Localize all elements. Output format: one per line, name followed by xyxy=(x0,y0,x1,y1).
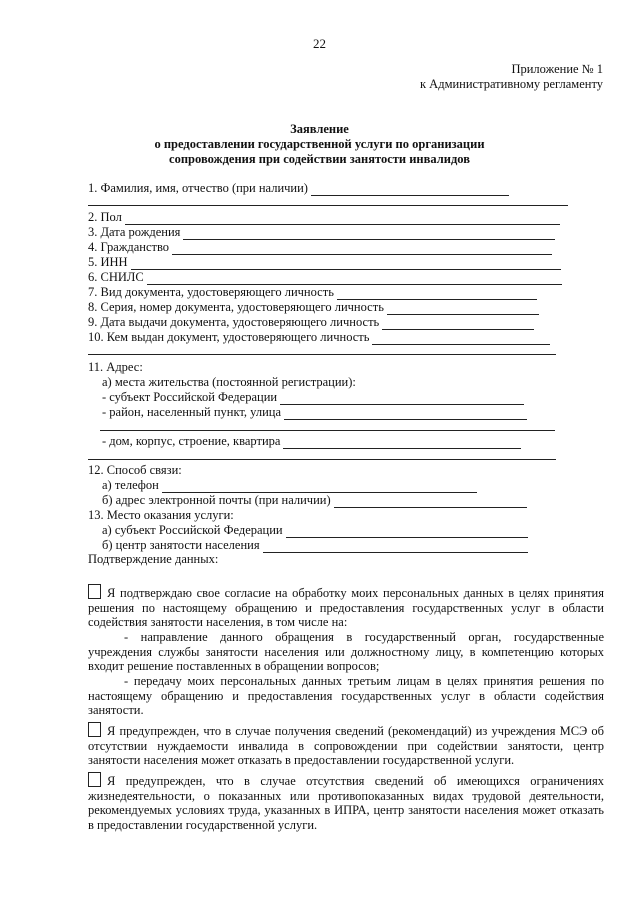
warning-mse-checkbox[interactable] xyxy=(88,722,101,737)
id-issued-by-input-line[interactable] xyxy=(372,333,550,345)
annex-line-1: Приложение № 1 xyxy=(511,62,603,76)
field-snils xyxy=(88,270,562,285)
warning-mse-text: Я предупрежден, что в случае получения сведений (рекомендаций) из учреждения МСЭ об отсутствии нуждаемости инвалида в сопровождении при содействии занятости, центр занятости населения может отказать в предоставлении государственной услуги. xyxy=(88,724,604,768)
contact-heading xyxy=(88,463,182,478)
address-district-input-line[interactable] xyxy=(284,408,527,420)
page-number: 22 xyxy=(313,36,326,51)
field-birth-date xyxy=(88,225,555,240)
inn-input-line[interactable] xyxy=(131,258,561,270)
address-district-label: - район, населенный пункт, улица xyxy=(102,405,282,419)
field-id-issue-date-label: 9. Дата выдачи документа, удостоверяющего личность xyxy=(88,315,380,329)
field-birth-date-label: 3. Дата рождения xyxy=(88,225,181,239)
employment-center-input-line[interactable] xyxy=(263,541,528,553)
service-place-subject xyxy=(88,523,528,538)
phone-input-line[interactable] xyxy=(162,481,477,493)
address-house xyxy=(88,434,521,449)
address-subject-label: - субъект Российской Федерации xyxy=(102,390,278,404)
field-full-name xyxy=(88,181,509,196)
consent-item-2: - передачу моих персональных данных третьим лицам в целях принятия решения по настоящему обращению и предоставления государственных услуг в области содействия занятости. xyxy=(88,674,604,718)
confirmation-heading-text: Подтверждение данных: xyxy=(88,552,219,566)
contact-heading-text: 12. Способ связи: xyxy=(88,463,182,477)
field-id-issued-by-label: 10. Кем выдан документ, удостоверяющего личность xyxy=(88,330,370,344)
warning-ipra-text: Я предупрежден, что в случае отсутствия сведений об имеющихся ограничениях жизнедеятельности, о показанных или противопоказанных видах трудовой деятельности, рекомендуемых условиях труда, указанных в ИПРА, центр занятости населения может отказать в предоставлении государственной услуги. xyxy=(88,774,604,832)
service-place-center xyxy=(88,538,528,553)
consent-block xyxy=(88,584,604,630)
field-gender xyxy=(88,210,560,225)
service-place-heading-text: 13. Место оказания услуги: xyxy=(88,508,234,522)
address-subject-input-line[interactable] xyxy=(280,393,524,405)
form-title: Заявление xyxy=(290,122,349,136)
contact-phone xyxy=(88,478,477,493)
warning-ipra-checkbox[interactable] xyxy=(88,772,101,787)
form-subtitle-2: сопровождения при содействии занятости инвалидов xyxy=(169,152,470,166)
field-citizenship-label: 4. Гражданство xyxy=(88,240,170,254)
email-input-line[interactable] xyxy=(334,496,527,508)
warning-ipra-block xyxy=(88,772,604,832)
field-id-document-number xyxy=(88,300,539,315)
annex-line-2: к Административному регламенту xyxy=(419,77,603,91)
birth-date-input-line[interactable] xyxy=(183,228,555,240)
contact-email xyxy=(88,493,527,508)
service-place-subject-label: а) субъект Российской Федерации xyxy=(102,523,283,537)
field-id-document-number-label: 8. Серия, номер документа, удостоверяющего личность xyxy=(88,300,384,314)
id-issue-date-input-line[interactable] xyxy=(382,318,534,330)
confirmation-heading xyxy=(88,552,218,567)
field-id-issued-by xyxy=(88,330,550,345)
address-district-extra-line[interactable] xyxy=(100,430,555,431)
id-document-type-input-line[interactable] xyxy=(337,288,537,300)
contact-phone-label: а) телефон xyxy=(102,478,159,492)
id-document-number-input-line[interactable] xyxy=(387,303,539,315)
address-house-extra-line[interactable] xyxy=(88,459,556,460)
address-subject xyxy=(88,390,524,405)
address-house-input-line[interactable] xyxy=(283,437,521,449)
consent-text: Я подтверждаю свое согласие на обработку моих персональных данных в целях принятия решения по настоящему обращению и предоставления государственных услуг в области содействия занятости населения, в том числе на: xyxy=(88,586,604,630)
snils-input-line[interactable] xyxy=(147,273,562,285)
field-snils-label: 6. СНИЛС xyxy=(88,270,144,284)
field-inn xyxy=(88,255,561,270)
address-residence-label: а) места жительства (постоянной регистрации): xyxy=(102,375,356,389)
contact-email-label: б) адрес электронной почты (при наличии) xyxy=(102,493,331,507)
address-heading-text: 11. Адрес: xyxy=(88,360,143,374)
form-subtitle-1: о предоставлении государственной услуги по организации xyxy=(154,137,485,151)
service-subject-input-line[interactable] xyxy=(286,526,528,538)
id-issued-by-extra-line[interactable] xyxy=(88,354,556,355)
address-heading xyxy=(88,360,143,375)
field-inn-label: 5. ИНН xyxy=(88,255,128,269)
service-place-heading xyxy=(88,508,234,523)
field-id-document-type-label: 7. Вид документа, удостоверяющего личность xyxy=(88,285,334,299)
field-citizenship xyxy=(88,240,552,255)
address-district xyxy=(88,405,527,420)
field-id-document-type xyxy=(88,285,537,300)
gender-input-line[interactable] xyxy=(125,213,560,225)
service-place-center-label: б) центр занятости населения xyxy=(102,538,260,552)
consent-checkbox[interactable] xyxy=(88,584,101,599)
citizenship-input-line[interactable] xyxy=(172,243,552,255)
warning-mse-block xyxy=(88,722,604,768)
consent-item-1: - направление данного обращения в государственный орган, государственные учреждения службы занятости населения или должностному лицу, в компетенцию которых входит решение поставленных в обращении вопросов; xyxy=(88,630,604,674)
address-residence xyxy=(88,375,356,390)
field-gender-label: 2. Пол xyxy=(88,210,122,224)
full-name-extra-line[interactable] xyxy=(88,205,568,206)
field-id-issue-date xyxy=(88,315,534,330)
address-house-label: - дом, корпус, строение, квартира xyxy=(102,434,281,448)
field-full-name-label: 1. Фамилия, имя, отчество (при наличии) xyxy=(88,181,308,195)
full-name-input-line[interactable] xyxy=(311,184,509,196)
